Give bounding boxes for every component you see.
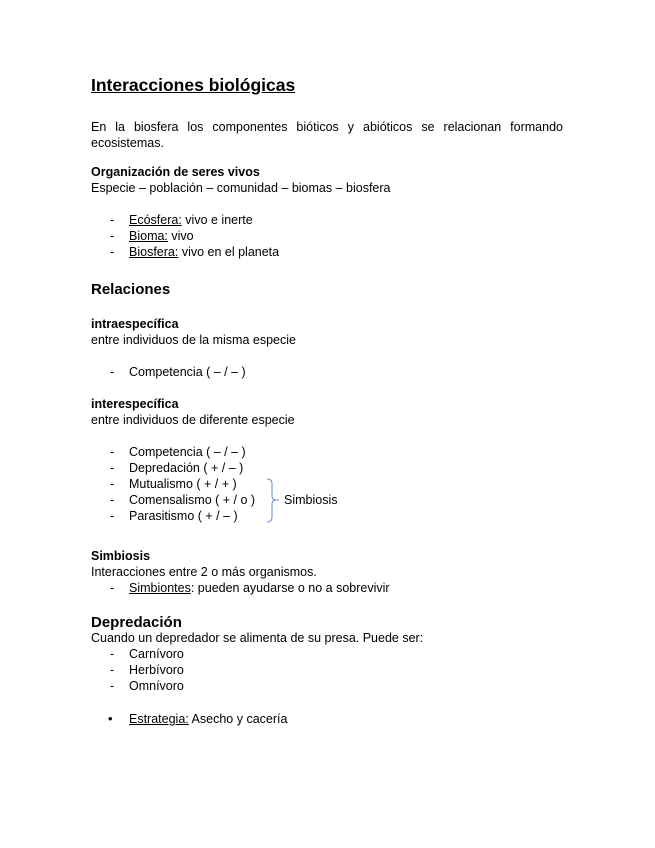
intra-heading: intraespecífica bbox=[91, 317, 179, 331]
dash-marker: - bbox=[110, 365, 115, 379]
dash-marker: - bbox=[110, 581, 115, 595]
dash-marker: - bbox=[110, 229, 115, 243]
inter-desc: entre individuos de diferente especie bbox=[91, 413, 295, 427]
dash-marker: - bbox=[110, 509, 115, 523]
item-text: Competencia ( – / – ) bbox=[129, 365, 246, 379]
dash-marker: - bbox=[110, 647, 115, 661]
desc: : pueden ayudarse o no a sobrevivir bbox=[190, 581, 390, 595]
intro-paragraph: En la biosfera los componentes bióticos y abióticos se relacionan formando ecosistemas. bbox=[91, 120, 563, 150]
dash-marker: - bbox=[110, 679, 115, 693]
dash-marker: - bbox=[110, 245, 115, 259]
desc: vivo e inerte bbox=[181, 213, 253, 227]
bracket-icon bbox=[262, 478, 280, 524]
simbiosis-label: Simbiosis bbox=[284, 493, 338, 507]
item-text: Carnívoro bbox=[129, 647, 184, 661]
intra-desc: entre individuos de la misma especie bbox=[91, 333, 296, 347]
item-text: Mutualismo ( + / + ) bbox=[129, 477, 237, 491]
dash-marker: - bbox=[110, 663, 115, 677]
dash-marker: - bbox=[110, 461, 115, 475]
relaciones-heading: Relaciones bbox=[91, 281, 171, 298]
page-title: Interacciones biológicas bbox=[91, 75, 296, 95]
item-text: Omnívoro bbox=[129, 679, 184, 693]
simbiosis-desc: Interacciones entre 2 o más organismos. bbox=[91, 565, 317, 579]
depredacion-desc: Cuando un depredador se alimenta de su presa. Puede ser: bbox=[91, 631, 424, 645]
bullet-marker: • bbox=[108, 711, 113, 726]
desc: vivo en el planeta bbox=[178, 245, 280, 259]
item-text: Parasitismo ( + / – ) bbox=[129, 509, 238, 523]
dash-marker: - bbox=[110, 213, 115, 227]
term: Simbiontes bbox=[129, 581, 191, 595]
inter-heading: interespecífica bbox=[91, 397, 179, 411]
organizacion-line: Especie – población – comunidad – biomas – biosfera bbox=[91, 181, 391, 195]
term: Ecósfera: bbox=[129, 213, 182, 227]
simbiosis-heading: Simbiosis bbox=[91, 549, 151, 563]
dash-marker: - bbox=[110, 477, 115, 491]
item-text: Comensalismo ( + / o ) bbox=[129, 493, 256, 507]
term: Bioma: bbox=[129, 229, 168, 243]
dash-marker: - bbox=[110, 445, 115, 459]
depredacion-heading: Depredación bbox=[91, 614, 182, 631]
term: Estrategia: bbox=[129, 712, 189, 726]
item-text: Herbívoro bbox=[129, 663, 184, 677]
desc: vivo bbox=[167, 229, 194, 243]
term: Biosfera: bbox=[129, 245, 179, 259]
organizacion-heading: Organización de seres vivos bbox=[91, 165, 260, 179]
dash-marker: - bbox=[110, 493, 115, 507]
item-text: Competencia ( – / – ) bbox=[129, 445, 246, 459]
desc: Asecho y cacería bbox=[188, 712, 288, 726]
item-text: Depredación ( + / – ) bbox=[129, 461, 244, 475]
